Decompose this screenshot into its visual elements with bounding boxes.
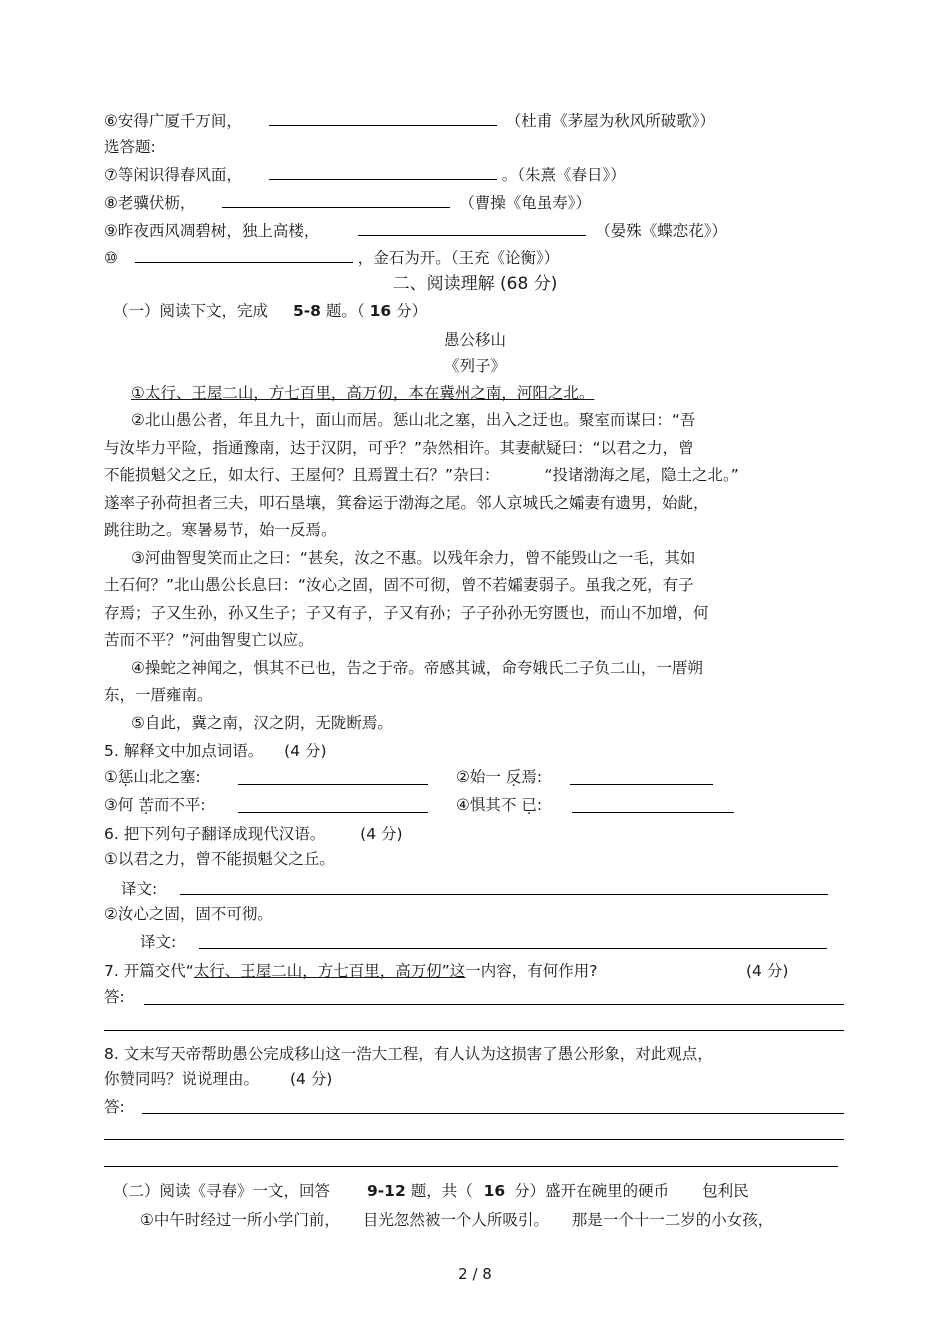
q8-answer-line-3[interactable] [104, 1166, 838, 1167]
q7-score: (4 分) [746, 962, 789, 980]
poem-q6-blank[interactable] [269, 110, 497, 126]
part2-p1b: 目光忽然被一个人所吸引。 [362, 1211, 549, 1229]
q5-item-prefix: ②始一 [456, 768, 506, 786]
q6-translation-line-1[interactable] [180, 894, 828, 895]
passage-line-text: 不能损魁父之丘，如太行、王屋何？且焉置土石？”杂曰： [104, 466, 500, 484]
q8-score: (4 分) [289, 1070, 333, 1088]
q7-title [104, 961, 598, 981]
q6-sentence-2: ②汝心之固，固不可彻。 [104, 905, 273, 923]
part2-p1c: 那是一个十一二岁的小女孩， [571, 1211, 774, 1229]
q5-title-text: 5. 解释文中加点词语。 [104, 742, 264, 760]
part2-intro [113, 1181, 749, 1201]
poem-q7-blank[interactable] [269, 164, 497, 180]
poem-q10-lead: ⑩ [104, 249, 118, 267]
passage-line: 存焉；子又生孙，孙又生子；子又有子，子又有孙；子子孙孙无穷匮也，而山不加增，何 [104, 604, 709, 622]
poem-q10-tail: ，金石为开。（王充《论衡》） [357, 249, 560, 267]
q5-item-prefix: ① [104, 768, 118, 786]
part1-intro-b: 题。（ [325, 302, 365, 320]
q5-answer-blank-4[interactable] [572, 797, 734, 813]
poem-q9-source: （晏殊《蝶恋花》） [595, 222, 728, 240]
passage-line-text: ①太行、王屋二山，方七百里，高万仞，本在冀州之南，河阳之北。 [131, 384, 595, 402]
poem-q8-blank[interactable] [222, 192, 450, 208]
q5-item-suffix: : [536, 796, 543, 814]
passage-line [104, 465, 739, 485]
part2-p1a: ①中午时经过一所小学门前， [140, 1211, 340, 1229]
part1-intro [113, 301, 427, 321]
passage-line: ④操蛇之神闻之，惧其不已也，告之于帝。帝感其诚，命夸娥氏二子负二山，一厝朔 [131, 659, 703, 677]
passage-line: ⑤自此，冀之南，汉之阴，无陇断焉。 [131, 714, 393, 732]
q8-line-1: 8. 文末写天帝帮助愚公完成移山这一浩大工程，有人认为这损害了愚公形象，对此观点， [104, 1045, 713, 1063]
q5-item-prefix: ③何 [104, 796, 139, 814]
passage-author: 《列子》 [443, 357, 506, 375]
part1-intro-score: 16 [369, 302, 392, 320]
passage-title: 愚公移山 [443, 331, 506, 349]
q5-item-2 [456, 767, 542, 787]
passage-line: ②北山愚公者，年且九十，面山而居。惩山北之塞，出入之迂也。聚室而谋曰：“吾 [131, 411, 696, 429]
poem-q9-blank[interactable] [358, 220, 586, 236]
part1-intro-a: （一）阅读下文，完成 [113, 302, 269, 320]
dotted-word: 反 [505, 768, 522, 786]
poem-q6 [104, 110, 715, 131]
passage-line: ③河曲智叟笑而止之曰：“甚矣，汝之不惠。以残年余力，曾不能毁山之一毛，其如 [131, 549, 696, 567]
q5-title [104, 741, 327, 761]
choose-label: 选答题: [104, 138, 156, 156]
q8-line-2-text: 你赞同吗？说说理由。 [104, 1070, 260, 1088]
passage-line: 跳往助之。寒暑易节，始一反焉。 [104, 521, 337, 539]
poem-q6-lead: ⑥安得广厦千万间， [104, 112, 242, 130]
q6-translation-label-1: 译文: [121, 880, 158, 898]
part1-intro-range: 5-8 [292, 302, 321, 320]
q7-answer-label: 答: [104, 988, 125, 1006]
passage-line: 遂率子孙荷担者三夫，叩石垦壤，箕畚运于渤海之尾。邻人京城氏之孀妻有遗男，始龀， [104, 494, 709, 512]
poem-q7-lead: ⑦等闲识得春风面， [104, 166, 242, 184]
part2-intro-score: 16 [483, 1182, 506, 1200]
poem-q7-tail: 。（朱熹《春日》） [501, 166, 626, 184]
poem-q7 [104, 164, 626, 185]
part2-intro-range: 9-12 [366, 1182, 406, 1200]
q8-answer-line-1[interactable] [142, 1113, 844, 1114]
poem-q9 [104, 220, 727, 241]
q7-pre: 7. 开篇交代“ [104, 962, 194, 980]
q7-post: 一内容，有何作用? [465, 962, 598, 980]
q6-title-text: 6. 把下列句子翻译成现代汉语。 [104, 825, 326, 843]
part2-intro-b: 题，共（ [410, 1182, 473, 1200]
q5-answer-blank-2[interactable] [570, 769, 713, 785]
q5-answer-blank-3[interactable] [238, 797, 428, 813]
page-number: 2 / 8 [458, 1265, 492, 1283]
dotted-word: 惩 [117, 768, 134, 786]
part1-intro-c: 分） [396, 302, 428, 320]
part2-author: 包利民 [702, 1182, 749, 1200]
q7-answer-line-1[interactable] [144, 1004, 844, 1005]
q8-line-2 [104, 1069, 332, 1089]
q6-sentence-1: ①以君之力，曾不能损魁父之丘。 [104, 850, 335, 868]
poem-q8 [104, 192, 591, 213]
q8-answer-label: 答: [104, 1098, 125, 1116]
q5-item-1 [104, 767, 201, 787]
part2-intro-c: 分）盛开在碗里的硬币 [514, 1182, 670, 1200]
section2-title: 二、阅读理解 (68 分) [392, 274, 558, 294]
q5-score: (4 分) [284, 742, 327, 760]
poem-q8-lead: ⑧老骥伏枥， [104, 194, 196, 212]
q5-item-4 [456, 795, 542, 815]
q8-answer-line-2[interactable] [104, 1139, 844, 1140]
passage-line: 东，一厝雍南。 [104, 686, 213, 704]
q6-translation-label-2: 译文: [140, 933, 177, 951]
q5-item-3 [104, 795, 206, 815]
q6-score: (4 分) [360, 825, 403, 843]
q7-answer-line-2[interactable] [104, 1030, 844, 1031]
passage-line: 与汝毕力平险，指通豫南，达于汉阴，可乎？”杂然相许。其妻献疑曰：“以君之力，曾 [104, 439, 694, 457]
q5-item-prefix: ④惧其不 [456, 796, 522, 814]
part2-paragraph-1 [140, 1210, 773, 1230]
q5-item-suffix: 而不平: [153, 796, 206, 814]
passage-line: 苦而不平？”河曲智叟亡以应。 [104, 631, 314, 649]
poem-q6-source: （杜甫《茅屋为秋风所破歌》） [505, 112, 716, 130]
q6-translation-line-2[interactable] [199, 948, 827, 949]
part2-intro-a: （二）阅读《寻春》一文，回答 [113, 1182, 331, 1200]
poem-q10-blank[interactable] [135, 247, 353, 263]
passage-line-text: “投诸渤海之尾，隐土之北。” [544, 466, 739, 484]
q7-quote: 太行、王屋二山，方七百里，高万仞”这 [193, 962, 466, 980]
passage-line: 土石何？”北山愚公长息曰：“汝心之固，固不可彻，曾不若孀妻弱子。虽我之死，有子 [104, 576, 694, 594]
poem-q10 [104, 247, 559, 268]
poem-q8-source: （曹操《龟虽寿》） [459, 194, 592, 212]
dotted-word: 已 [521, 796, 537, 814]
poem-q9-lead: ⑨昨夜西风凋碧树，独上高楼， [104, 222, 320, 240]
passage-line [131, 383, 594, 403]
q6-title [104, 824, 403, 844]
dotted-word: 苦 [138, 796, 154, 814]
q5-answer-blank-1[interactable] [238, 769, 428, 785]
q5-item-suffix: 山北之塞: [133, 768, 201, 786]
q5-item-suffix: 焉: [521, 768, 543, 786]
